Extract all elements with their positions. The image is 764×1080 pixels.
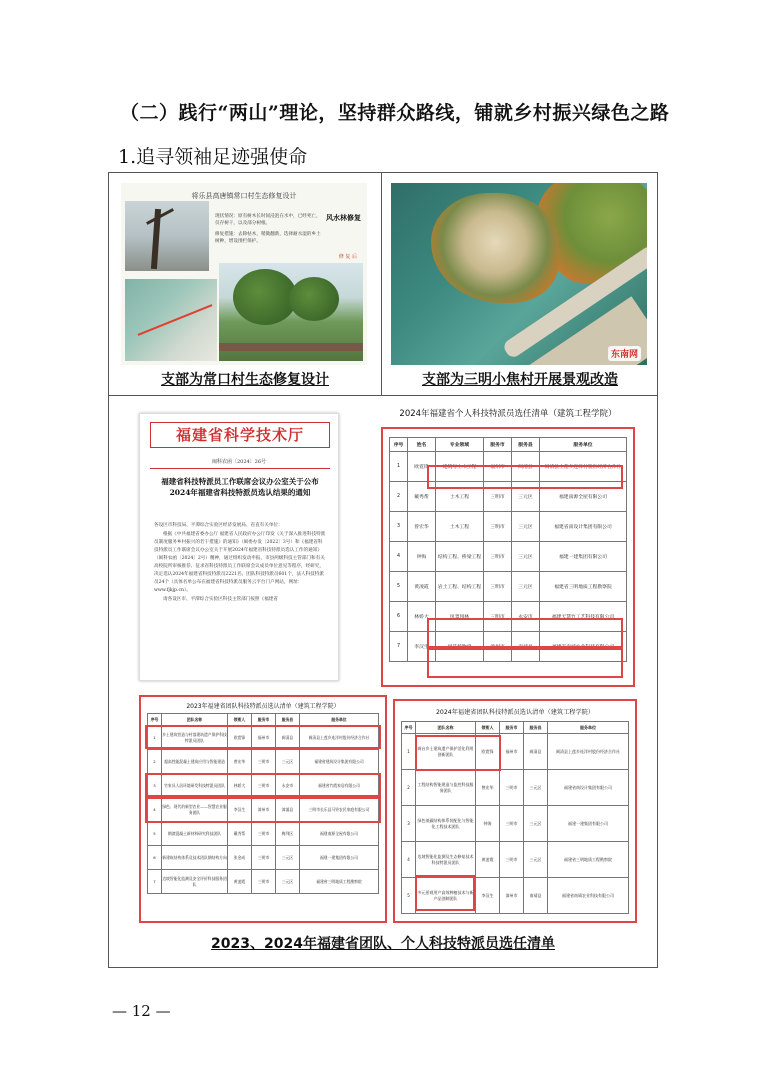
table-cell: 土木工程 [436,512,484,542]
table-cell: 竹家具人居环境研发科技特派员团队 [162,774,228,798]
figure-frame [108,172,658,968]
table-cell: 三元区 [512,572,540,602]
table-cell: 风景园林 [436,602,484,632]
table-cell: 1 [390,452,408,482]
table-cell: 三明市 [500,770,524,806]
table-row [390,512,627,542]
table-cell: 黄凌霞 [408,572,436,602]
table-cell: 钟海 [408,542,436,572]
table-cell: 7 [390,632,408,662]
table-cell: 三明市 [252,846,276,870]
table-cell: 三元区 [524,842,548,878]
table-cell: 戴秀帮 [408,482,436,512]
table-cell: 三元区 [524,806,548,842]
individual-table-panel [379,405,637,685]
table-cell: 三明市 [252,822,276,846]
tables-caption: 2023、2024年福建省团队、个人科技特派员选任清单 [211,936,555,952]
table-cell: 闽清县 [524,734,548,770]
table-cell: 3 [402,806,416,842]
table-cell: 钟海 [476,806,500,842]
table-cell: 永安市 [276,774,300,798]
table-row [148,870,379,894]
table-cell: 曾宏华 [228,750,252,774]
table-cell: 福建一建集团有限公司 [540,542,627,572]
table-row [148,750,379,774]
row-highlight [145,773,381,797]
table-cell: 三明市 [252,870,276,894]
poster-repair-tag: 修 复 后 [338,254,357,260]
table-cell: 李汉生 [228,798,252,822]
table-cell: 福州市 [252,726,276,750]
row-highlight [427,648,623,678]
table-cell: 闽台乡土建筑遗产保护活化利用创新团队 [416,734,476,770]
table-cell: 福建一建集团有限公司 [548,806,629,842]
table-cell: 5 [390,572,408,602]
table-cell: 李汉生 [476,878,500,914]
col-header: 服务县 [512,438,540,452]
table-cell: 闽清县 [276,726,300,750]
table-cell: 漳州市 [484,632,512,662]
tree-canopy [233,269,297,325]
table-cell: 南靖县 [512,632,540,662]
table-cell: 福建省南靖农业科技有限公司 [548,878,629,914]
col-header: 服务市 [500,722,524,734]
notice-paragraph: 请各设区市、平潭综合实验区科技主管部门按照《福建省 [163,597,278,602]
table-cell: 欧霓锋 [408,452,436,482]
eco-design-photo [121,183,367,365]
col-header: 服务单位 [548,722,629,734]
table-cell: 三元区 [276,846,300,870]
table-cell: 福建省建筑设计集团有限公司 [300,750,379,774]
table-row [402,842,629,878]
table-cell: 三明市 [500,842,524,878]
table-cell: 绿色、现代的新型农业——智慧农业服务团队 [162,798,228,822]
table-cell: 南靖县 [524,878,548,914]
table-cell: 多元景观用产高效种植技术与新产品创制团队 [416,878,476,914]
col-header: 团队名称 [162,714,228,726]
table-cell: 1 [148,726,162,750]
row-highlight [427,618,623,648]
table-cell: 三明市 [252,774,276,798]
col-header: 姓名 [408,438,436,452]
frame-divider-vertical [381,173,382,395]
table-cell: 三明市 [484,602,512,632]
table-row [402,806,629,842]
table-cell: 福建省南设计集团有限公司 [548,770,629,806]
table-cell: 三元区 [524,770,548,806]
table-row [390,542,627,572]
individual-table-title: 2024年福建省个人科技特派员选任清单（建筑工程学院） [399,409,617,419]
table-cell: 新建筑结构体系及技术团队钢结构方向 [162,846,228,870]
table-cell: 黄凌霞 [476,842,500,878]
table-cell: 福州市 [484,452,512,482]
table-cell: 林娇大 [228,774,252,798]
table-cell: 漳州市 [252,798,276,822]
table-cell: 福建省三明地质工程勘察院 [548,842,629,878]
table-cell: 三元区 [512,482,540,512]
table-cell: 三明市 [500,806,524,842]
railing-shape [219,343,363,351]
table-cell: 园艺植物学 [436,632,484,662]
dead-tree-image [125,201,209,271]
table-cell: 建筑与土木工程 [436,452,484,482]
poster-repair-text: 修复措施：去除枯木，稍微翻新，选择耐水湿的乡土树种，增设围栏保护。 [215,232,321,244]
row-highlight [427,465,623,489]
col-header: 序号 [390,438,408,452]
table-cell: 林娇大 [408,602,436,632]
table-cell: 2 [402,770,416,806]
table-cell: 5 [148,822,162,846]
table-cell: 三元区 [276,750,300,774]
table-cell: 欧霓锋 [228,726,252,750]
table-cell: 边坡智能化监测及生态修复技术科技特派员团队 [416,842,476,878]
col-header: 序号 [402,722,416,734]
table-cell: 2 [148,750,162,774]
table-cell: 闽清县 [512,452,540,482]
col-header: 序号 [148,714,162,726]
table-row [148,846,379,870]
table-cell: 福建省南设计集团有限公司 [540,512,627,542]
table-cell: 4 [390,542,408,572]
table-cell: 三明市 [484,482,512,512]
table-cell: 闽清县上莲乡连洋村股份经济合作社 [548,734,629,770]
page-number: — 12 — [112,1002,171,1020]
table-cell: 欧霓锋 [476,734,500,770]
table-cell: 土木工程 [436,482,484,512]
table-cell: 曾宏华 [476,770,500,806]
table-row [390,572,627,602]
table-cell: 漳浦县 [276,798,300,822]
table-cell: 梅列区 [276,822,300,846]
notice-document [139,413,339,681]
table-cell: 3 [148,774,162,798]
poster-tag: 风水林修复 [326,214,361,222]
table-cell: 2 [390,482,408,512]
table-cell: 超高性能混凝土建筑应用与智能建造 [162,750,228,774]
col-header: 服务市 [252,714,276,726]
table-row [402,770,629,806]
table-cell: 工程结构智能建造与监控科技服务团队 [416,770,476,806]
table-cell: 福建一建集团有限公司 [300,846,379,870]
table-cell: 岩土工程、结构工程 [436,572,484,602]
poster-status-text: 现状情况：原有树木长时间浸泡在水中，已经死亡，仅存树干，以及部分树根。 [215,214,321,226]
notice-body [154,522,326,605]
table-cell: 边坡智能化监测及安全评价科技服务团队 [162,870,228,894]
table-cell: 7 [148,870,162,894]
table-cell: 福建省南靖农业科技有限公司 [540,632,627,662]
table-cell: 三明市 [484,542,512,572]
eco-design-caption: 支部为常口村生态修复设计 [161,372,329,388]
table-cell: 戴秀帮 [228,822,252,846]
team-2023-panel [139,695,387,927]
table-cell: 李汉生 [408,632,436,662]
col-header: 服务单位 [540,438,627,452]
restored-trees-image [219,263,363,361]
map-image [125,279,217,361]
table-cell: 三明市 [252,750,276,774]
row-highlight [415,735,501,771]
col-header: 服务市 [484,438,512,452]
table-cell: 3 [390,512,408,542]
frame-divider-horizontal [109,395,657,396]
map-route-line [138,304,213,336]
table-row [148,822,379,846]
news-logo: 东南网 [608,346,641,361]
team-2024-title: 2024年福建省团队科技特派员选认清单（建筑工程学院） [435,709,595,716]
table-cell: 福建南源全屋有限公司 [300,822,379,846]
document-number: 闽科农函〔2024〕26号 [211,459,267,465]
notice-title: 福建省科技特派员工作联席会议办公室关于公布2024年福建省科技特派员选认结果的通知 [161,477,319,497]
table-cell: 福建南源全屋有限公司 [540,482,627,512]
table-cell: 4 [402,842,416,878]
table-cell: 永安市 [512,602,540,632]
poster-description [215,213,325,245]
sub-heading: 1.追寻领袖足迹强使命 [118,146,308,168]
table-cell: 5 [402,878,416,914]
table-cell: 福建省三明地质工程勘察院 [540,572,627,602]
table-cell: 闽清县上莲乡连洋村股份经济合作社 [300,726,379,750]
table-cell: 6 [148,846,162,870]
table-cell: 1 [402,734,416,770]
table-cell: 三明市 [484,512,512,542]
table-cell: 漳州市 [500,878,524,914]
tree-canopy [289,277,339,321]
notice-paragraph: 各设区市科技局、平潭综合实验区经济发展局、省直有关单位： [154,523,283,528]
table-cell: 三元区 [512,542,540,572]
team-2023-title: 2023年福建省团队科技特派员选认清单（建筑工程学院） [186,703,340,710]
table-cell: 乡土建筑营造与村落建筑遗产保护科技特派员团队 [162,726,228,750]
landscape-aerial-photo [391,183,647,365]
row-highlight [415,875,475,911]
table-cell: 钢渣混凝土新材料研究科技团队 [162,822,228,846]
table-cell: 三元区 [276,870,300,894]
table-cell: 绿色低碳结构体系装配化与智能化工程技术团队 [416,806,476,842]
notice-paragraph: 根据《中共福建省委办公厅 福建省人民政府办公厅印发《关于深入推进科技特派员制度服务乡村振兴的若干措施》的通知》（闽委办发〔2022〕3号）和《福建省科技特派员工作联席会议办公室关于开展2024年福建省科技特派员选认工作的通知》（闽科农函〔2024〕2号）精神，通过组织发动申报、市县两级科技主管部门和有关高校院所审核推荐、征求省科技特派员工作联席会议成员单位意见等程序，经研究，决定选认2024年福建省科技特派员2221名、团队科技特派员601个，法人科技特派员24个（具体名单公布在福建省科技特派员服务云平台门户网站，网址：www.fjkjp.cn）。 [154,532,326,593]
poster-title: 将乐县高唐镇常口村生态修复设计 [191,192,297,200]
table-cell: 结构工程、桥梁工程 [436,542,484,572]
red-divider [150,468,330,469]
table-cell: 6 [390,602,408,632]
table-cell: 福建省三明地质工程勘察院 [300,870,379,894]
table-cell: 福建省竹霞家居有限公司 [300,774,379,798]
row-highlight [145,797,381,823]
table-cell: 闽清县上莲乡连洋村股份经济合作社 [540,452,627,482]
island-shape [431,193,559,303]
table-cell: 三明市 [484,572,512,602]
col-header: 服务县 [524,722,548,734]
table-cell: 三元区 [512,512,540,542]
col-header: 领衔人 [228,714,252,726]
col-header: 领衔人 [476,722,500,734]
table-cell: 曾宏华 [408,512,436,542]
table-cell: 黄凌霞 [228,870,252,894]
col-header: 服务单位 [300,714,379,726]
section-heading: （二）践行“两山”理论，坚持群众路线，铺就乡村振兴绿色之路 [120,102,670,124]
col-header: 团队名称 [416,722,476,734]
table-cell: 福州市 [500,734,524,770]
table-cell: 福建天慧竹工艺科技有限公司 [540,602,627,632]
table-cell: 三明市长乐县马铃农民家庭有限公司 [300,798,379,822]
col-header: 专业领域 [436,438,484,452]
team-2024-panel [393,699,637,925]
landscape-caption: 支部为三明小焦村开展景观改造 [422,372,618,388]
table-cell: 4 [148,798,162,822]
table-cell: 张金成 [228,846,252,870]
row-highlight [145,725,381,749]
col-header: 服务县 [276,714,300,726]
agency-header: 福建省科学技术厅 [150,422,330,448]
